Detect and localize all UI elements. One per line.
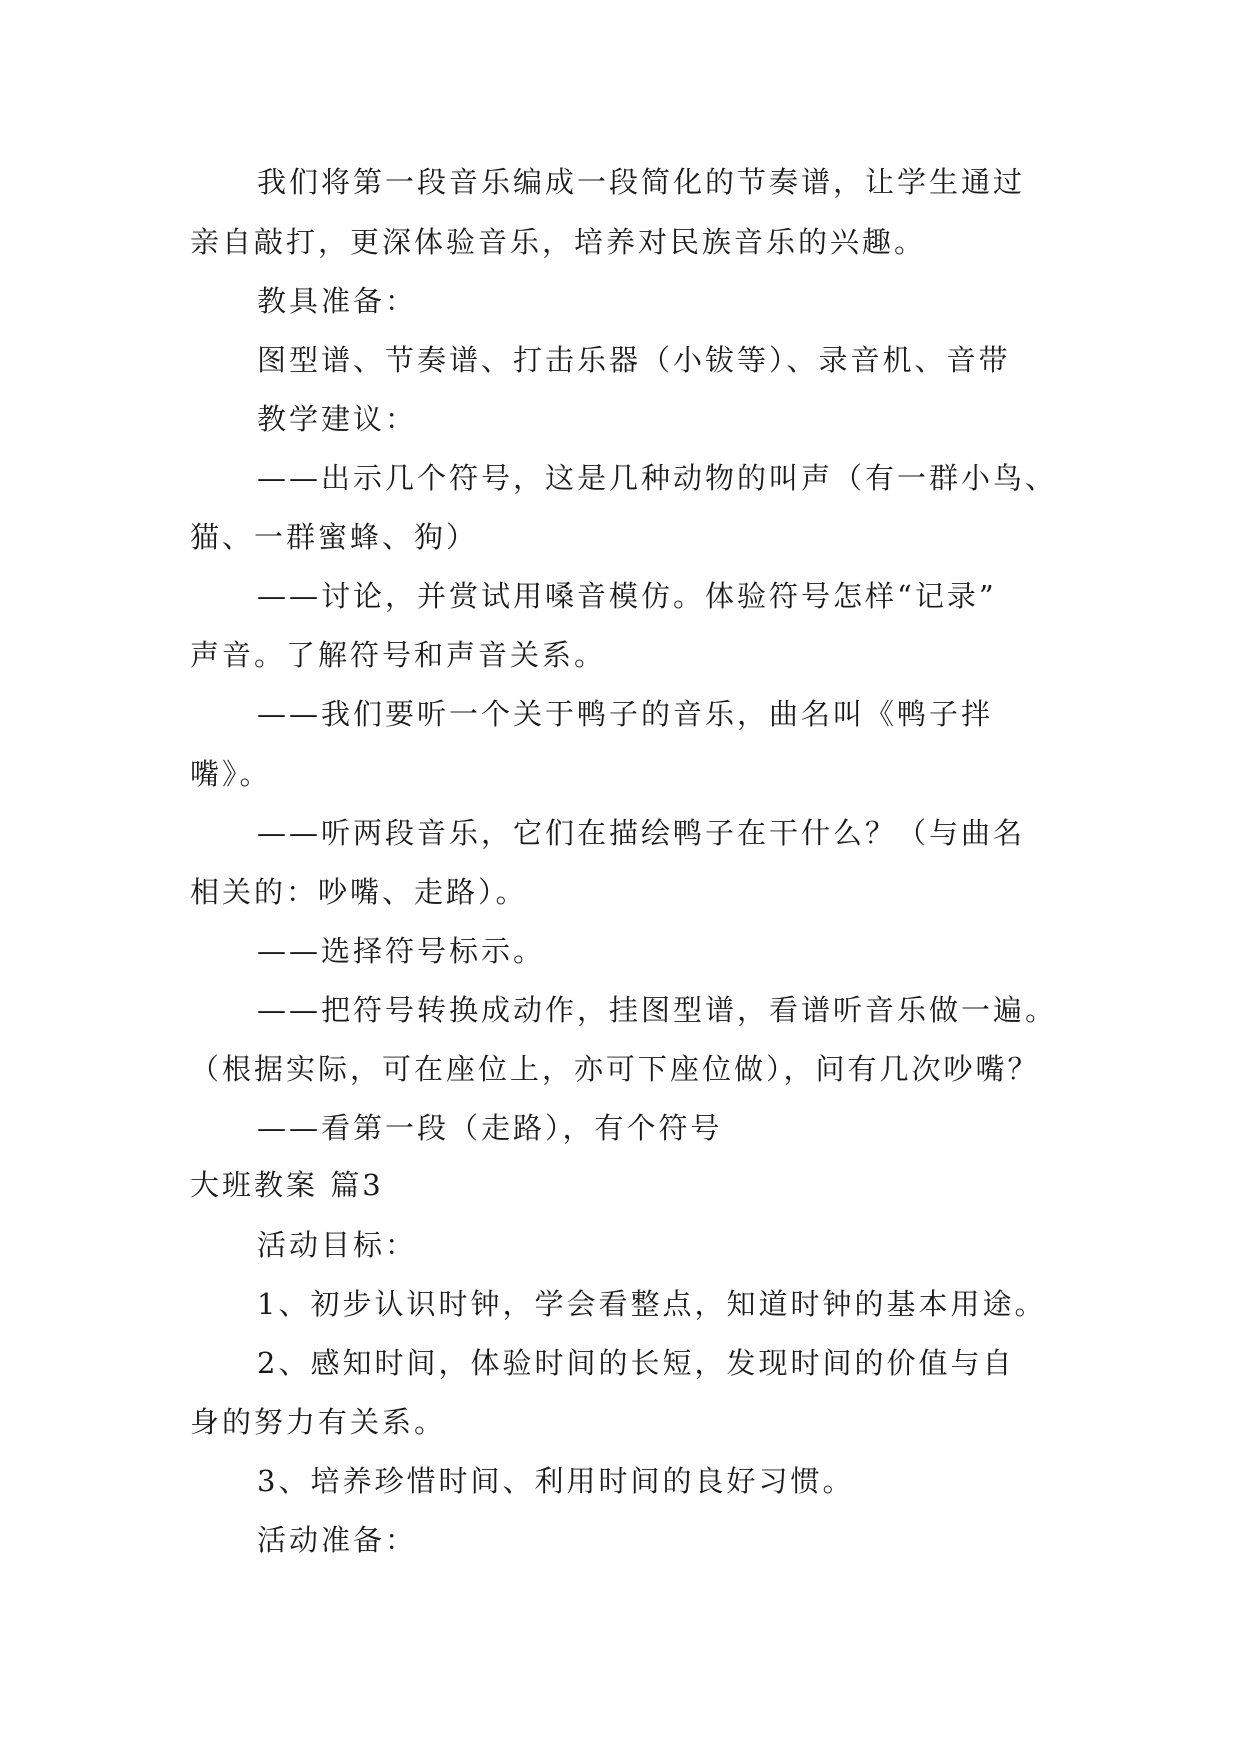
paragraph-line: ——听两段音乐，它们在描绘鸭子在干什么？（与曲名 <box>257 816 1026 850</box>
section-label: 教具准备： <box>257 284 418 318</box>
paragraph-line: ——看第一段（走路），有个符号 <box>257 1111 723 1145</box>
paragraph-line: ——出示几个符号，这是几种动物的叫声（有一群小鸟、 <box>257 461 1058 495</box>
section-label: 教学建议： <box>257 402 418 436</box>
section-label: 活动准备： <box>257 1523 418 1557</box>
paragraph-line: （根据实际，可在座位上，亦可下座位做），问有几次吵嘴？ <box>190 1052 1040 1086</box>
list-item: 3、培养珍惜时间、利用时间的良好习惯。 <box>257 1464 855 1498</box>
paragraph-line: 声音。了解符号和声音关系。 <box>190 638 607 672</box>
list-item: 1、初步认识时钟，学会看整点，知道时钟的基本用途。 <box>257 1287 1047 1321</box>
paragraph-line: ——把符号转换成动作，挂图型谱，看谱听音乐做一遍。 <box>257 993 1058 1027</box>
paragraph-line: 图型谱、节奏谱、打击乐器（小钹等）、录音机、音带 <box>257 343 1011 377</box>
section-heading: 大班教案 篇3 <box>190 1168 384 1202</box>
paragraph-line: ——我们要听一个关于鸭子的音乐，曲名叫《鸭子拌 <box>257 697 994 731</box>
list-item: 2、感知时间，体验时间的长短，发现时间的价值与自 <box>257 1346 1015 1380</box>
paragraph-line: 身的努力有关系。 <box>190 1405 447 1439</box>
paragraph-line: 嘴》。 <box>190 757 272 791</box>
paragraph-line: 亲自敲打，更深体验音乐，培养对民族音乐的兴趣。 <box>190 225 927 259</box>
paragraph-line: ——讨论，并赏试用嗓音模仿。体验符号怎样“记录” <box>257 579 997 613</box>
paragraph-line: 相关的：吵嘴、走路）。 <box>190 875 528 909</box>
paragraph-line: 猫、一群蜜蜂、狗） <box>190 520 479 554</box>
section-label: 活动目标： <box>257 1228 418 1262</box>
paragraph-line: ——选择符号标示。 <box>257 934 546 968</box>
paragraph-line: 我们将第一段音乐编成一段简化的节奏谱，让学生通过 <box>257 165 1026 199</box>
